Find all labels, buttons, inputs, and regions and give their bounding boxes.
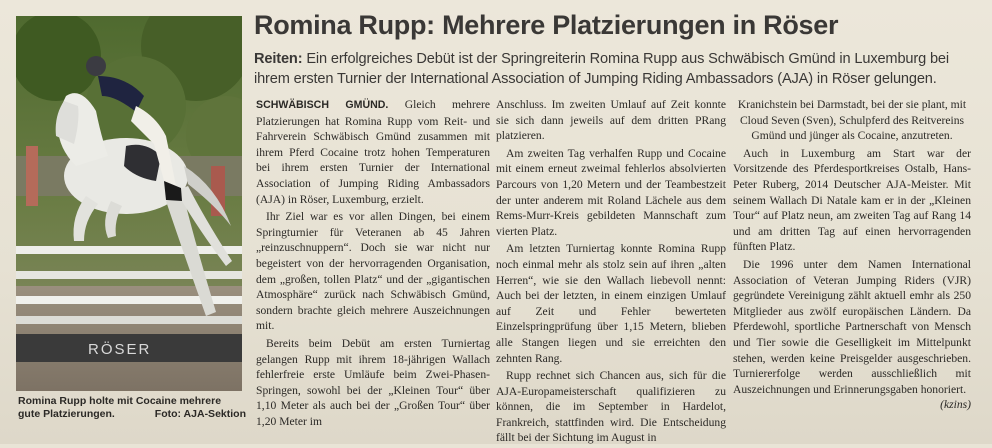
photo-caption-text: Romina Rupp holte mit Cocaine mehrere gute Platzierungen.: [18, 395, 222, 420]
article-paragraph: Ihr Ziel war es vor allen Dingen, bei einem Springturnier für Veteranen ab 45 Jahren „reinzuschnuppern“. Doch sie war nicht nur begeistert von der hervorragenden Organisation, dem „großen, tollen Platz“ und der „gigantischen Atmosphäre“ zurück nach Schwäbisch Gmünd, sondern brachte gleich mehrere Auszeichnungen mit.: [256, 210, 490, 333]
photo-caption: [18, 395, 246, 421]
article-column-1: [256, 97, 490, 431]
article-photo: [16, 16, 242, 391]
paragraph-text: Die 1996 unter dem Namen International Association of Veteran Jumping Riders (VJR) gegründete Vereinigung zählt aktuell emhr als 250 Mitglieder aus zwölf europäischen Ländern. Da Pferdewohl, sportliche Partnerschaft von Mensch und Tier sowie die Geselligkeit im Mittelpunkt stehen, werden keine Preisgelder ausgeschrieben. Turniererfolge werden ausschließlich mit Auszeichnungen und Erinnerungsgaben honoriert.: [733, 257, 971, 396]
article-paragraph: [733, 257, 971, 412]
article-paragraph: Am zweiten Tag verhalfen Rupp und Cocaine mit einem erneut zweimal fehlerlos absolvierten Parcours von 1,20 Metern und der Teambestzeit der unter anderem mit Roland Lächele aus dem Rems-Murr-Kreis gebildeten Mannschaft zum vierten Platz.: [496, 146, 726, 238]
article-column-2: [496, 97, 726, 448]
article-paragraph: Anschluss. Im zweiten Umlauf auf Zeit konnte sie sich dann jeweils auf dem dritten PRang platzieren.: [496, 98, 726, 143]
article-paragraph: [256, 97, 490, 207]
show-jumping-photo: [16, 16, 242, 391]
article-paragraph: Rupp rechnet sich Chancen aus, sich für die AJA-Europameisterschaft qualifizieren zu können, die im September in Hardelot, Frankreich, stattfinden wird. Die Entscheidung fällt bei der Sichtung im August in: [496, 369, 726, 445]
dateline: SCHWÄBISCH GMÜND.: [256, 99, 389, 111]
photo-credit: Foto: AJA-Sektion: [154, 408, 246, 420]
teaser-text: Ein erfolgreiches Debüt ist der Springreiterin Romina Rupp aus Schwäbisch Gmünd in Luxemburg bei ihrem ersten Turnier der International Association of Jumping Riding Ambassadors (AJA) in Röser gelungen.: [254, 51, 949, 87]
banner-text: RÖSER: [88, 341, 152, 358]
article-teaser: [254, 49, 974, 89]
article-paragraph: Auch in Luxemburg am Start war der Vorsitzende des Pferdesportkreises Ostalb, Hans-Peter Ruberg, 2014 Deutscher AJA-Meister. Mit seinem Wallach Di Natale kam er in der „Kleinen Tour“ auf Platz neun, am zweiten Tag auf Rang 14 und am dritten Tag auf einen hervorragenden fünften Platz.: [733, 146, 971, 254]
article-headline: Romina Rupp: Mehrere Platzierungen in Röser: [254, 10, 839, 40]
article-paragraph: Am letzten Turniertag konnte Romina Rupp noch einmal mehr als stolz sein auf ihren „alten Herren“, wie sie den Wallach liebevoll nennt: Auch bei der letzten, in einem einzigen Umlauf auf Zeit und Fehler bewerteten Einzelspringprüfung über 1,15 Metern, blieben alle Stangen liegen und sie erreichten den zehnten Rang.: [496, 242, 726, 365]
article-column-3: [733, 97, 971, 413]
author-signature: (kzins): [940, 398, 971, 412]
teaser-kicker: Reiten:: [254, 51, 303, 67]
article-paragraph: Bereits beim Debüt am ersten Turniertag gelangen Rupp mit ihrem 18-jährigen Wallach fehlerfreie erste Umläufe beim Zwei-Phasen-Springen, sowohl bei der „Kleinen Tour“ über 1,10 Meter als auch bei der „Großen Tour“ über 1,20 Meter im: [256, 336, 490, 428]
paragraph-text: Gleich mehrere Platzierungen hat Romina Rupp vom Reit- und Fahrverein Schwäbisch Gmünd zusammen mit ihrem Pferd Cocaine trotz hohen Temperaturen bei ihrem ersten Turnier der International Association of Jumping Riding Ambassadors (AJA) in Röser, Luxemburg, erzielt.: [256, 98, 490, 206]
article-paragraph: Kranichstein bei Darmstadt, bei der sie plant, mit Cloud Seven (Sven), Schulpferd des Reitvereins Gmünd und jünger als Cocaine, anzutreten.: [737, 98, 967, 143]
